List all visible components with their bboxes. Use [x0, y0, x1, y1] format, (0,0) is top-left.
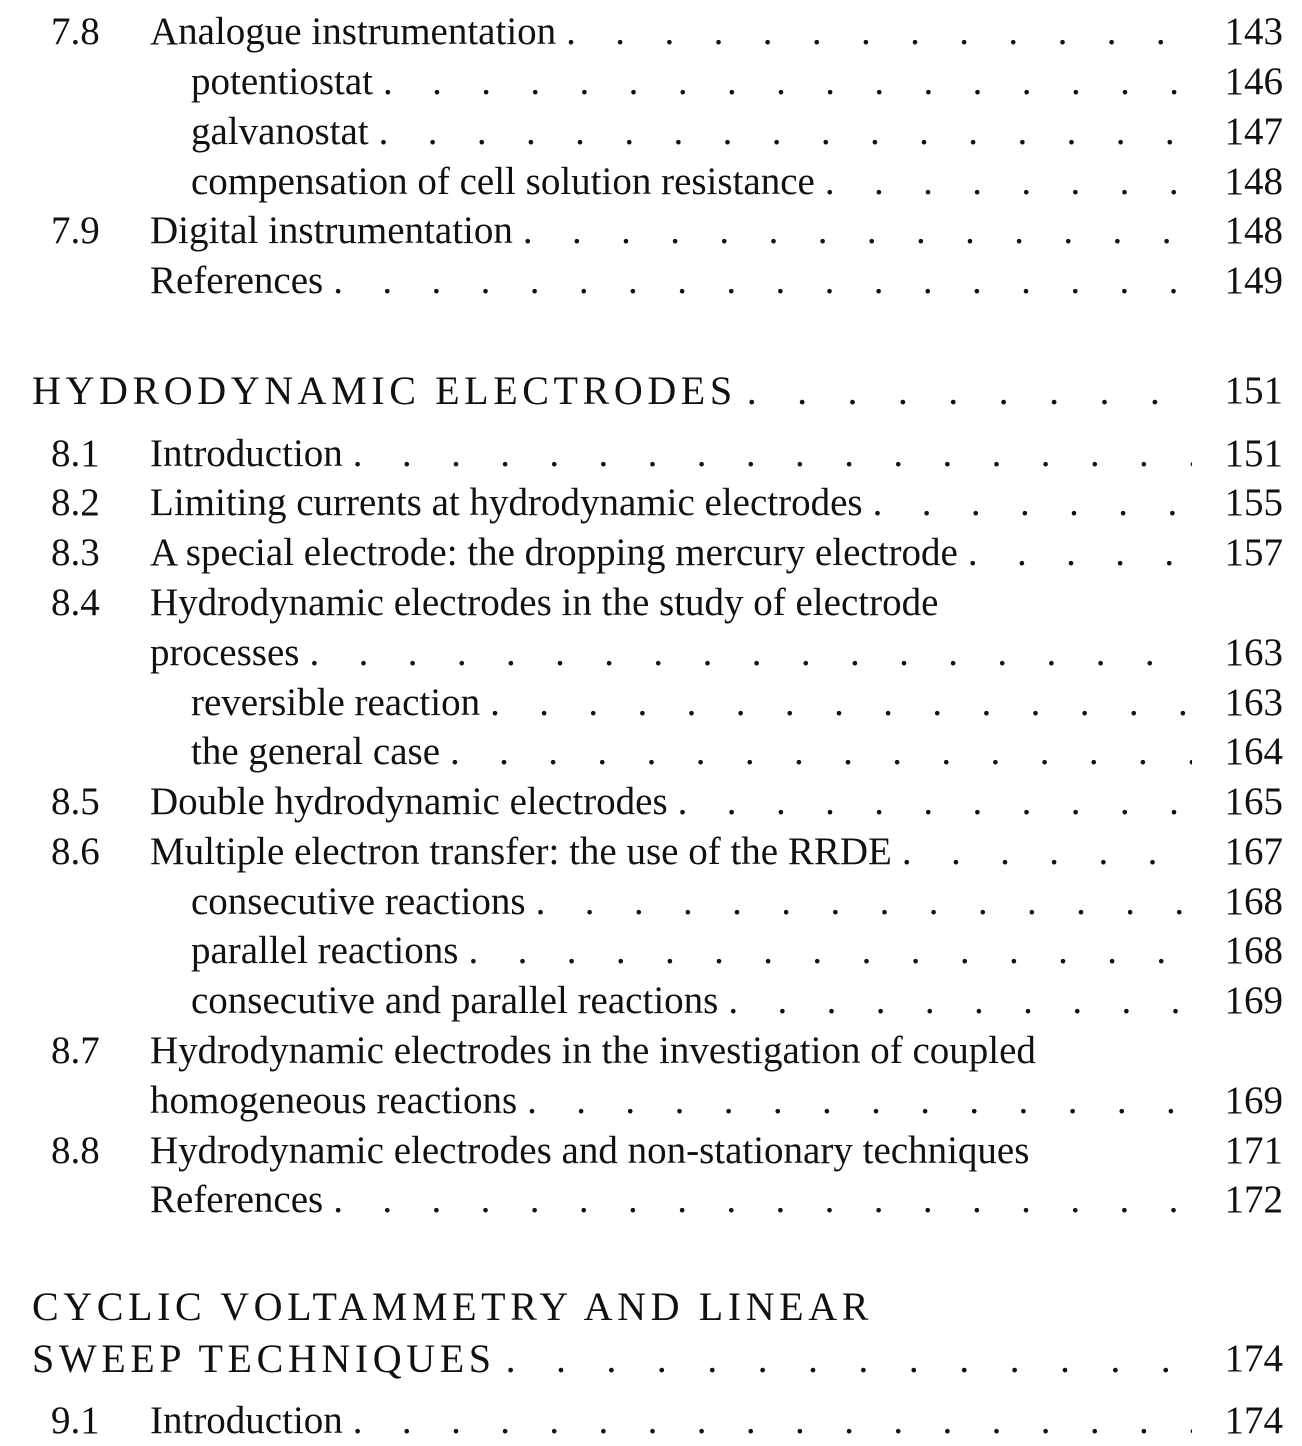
section-number: 8.5: [51, 780, 100, 823]
page-number: 146: [1224, 60, 1283, 103]
toc-entry-continuation: [0, 1076, 1302, 1126]
page-number: 151: [1224, 432, 1283, 475]
page-number: 165: [1224, 780, 1283, 823]
toc-entry-continuation: [0, 628, 1302, 678]
section-title: Hydrodynamic electrodes in the study of electrode: [150, 581, 939, 624]
page-number: 167: [1224, 830, 1283, 873]
subsection-title: consecutive and parallel reactions . . .: [191, 976, 1192, 1026]
section-title: Double hydrodynamic electrodes . . .: [150, 777, 1192, 827]
section-title: Digital instrumentation . . .: [150, 206, 1192, 256]
subsection-title: the general case . . .: [191, 727, 1192, 777]
page-number: 169: [1224, 1079, 1283, 1122]
references-title: References . . .: [150, 256, 1192, 306]
page-number: 163: [1224, 681, 1283, 724]
toc-entry: [0, 256, 1302, 306]
section-number: 8.7: [51, 1029, 100, 1072]
section-title-continuation: processes . . .: [150, 628, 1192, 678]
section-number: 7.8: [51, 10, 100, 53]
toc-entry: [0, 1396, 1302, 1446]
chapter-title-continuation: SWEEP TECHNIQUES . . .: [32, 1334, 1192, 1384]
subsection-title: potentiostat . . .: [191, 57, 1192, 107]
toc-entry: [0, 1175, 1302, 1225]
page-number: 168: [1224, 929, 1283, 972]
chapter-title: HYDRODYNAMIC ELECTRODES . . .: [32, 366, 1192, 416]
section-number: 7.9: [51, 209, 100, 252]
page-number: 148: [1224, 209, 1283, 252]
subsection-title: compensation of cell solution resistance . . .: [191, 157, 1192, 207]
page-number: 155: [1224, 481, 1283, 524]
toc-subentry: [0, 57, 1302, 107]
chapter-heading-continuation: [0, 1334, 1302, 1384]
toc-entry: [0, 478, 1302, 528]
toc-subentry: [0, 727, 1302, 777]
toc-subentry: [0, 678, 1302, 728]
subsection-title: reversible reaction . . .: [191, 678, 1192, 728]
page-number: 174: [1224, 1337, 1283, 1380]
subsection-title: parallel reactions . . .: [191, 926, 1192, 976]
toc-entry: [0, 206, 1302, 256]
section-title: Analogue instrumentation . . .: [150, 7, 1192, 57]
toc-entry: [0, 827, 1302, 877]
subsection-title: galvanostat . . .: [191, 107, 1192, 157]
page-number: 168: [1224, 880, 1283, 923]
section-title: Hydrodynamic electrodes in the investigation of coupled: [150, 1029, 1036, 1072]
page-number: 171: [1224, 1129, 1283, 1172]
section-title: A special electrode: the dropping mercury electrode . . .: [150, 528, 1192, 578]
chapter-title: CYCLIC VOLTAMMETRY AND LINEAR: [32, 1284, 873, 1329]
toc-entry: [0, 578, 1302, 628]
toc-subentry: [0, 157, 1302, 207]
section-number: 8.3: [51, 531, 100, 574]
page-number: 174: [1224, 1399, 1283, 1442]
page-number: 147: [1224, 110, 1283, 153]
chapter-heading: [0, 1282, 1302, 1332]
toc-subentry: [0, 877, 1302, 927]
section-number: 8.1: [51, 432, 100, 475]
toc-entry: [0, 1126, 1302, 1176]
page-number: 163: [1224, 631, 1283, 674]
references-title: References . . .: [150, 1175, 1192, 1225]
subsection-title: consecutive reactions . . .: [191, 877, 1192, 927]
section-title-continuation: homogeneous reactions . . .: [150, 1076, 1192, 1126]
toc-entry: [0, 7, 1302, 57]
chapter-heading: [0, 366, 1302, 416]
section-number: 8.6: [51, 830, 100, 873]
section-title: Introduction . . .: [150, 429, 1192, 479]
page-number: 148: [1224, 160, 1283, 203]
toc-subentry: [0, 107, 1302, 157]
page-number: 169: [1224, 979, 1283, 1022]
toc-entry: [0, 777, 1302, 827]
page-number: 164: [1224, 730, 1283, 773]
section-number: 8.4: [51, 581, 100, 624]
page-number: 157: [1224, 531, 1283, 574]
page-number: 149: [1224, 259, 1283, 302]
section-number: 8.8: [51, 1129, 100, 1172]
toc-entry: [0, 528, 1302, 578]
section-number: 9.1: [51, 1399, 100, 1442]
toc-entry: [0, 429, 1302, 479]
toc-subentry: [0, 926, 1302, 976]
section-title: Multiple electron transfer: the use of the RRDE . . .: [150, 827, 1192, 877]
section-number: 8.2: [51, 481, 100, 524]
toc-entry: [0, 1026, 1302, 1076]
section-title: Introduction . . .: [150, 1396, 1192, 1446]
toc-subentry: [0, 976, 1302, 1026]
page-number: 143: [1224, 10, 1283, 53]
page-number: 172: [1224, 1178, 1283, 1221]
section-title: Hydrodynamic electrodes and non-stationary techniques: [150, 1129, 1030, 1172]
section-title: Limiting currents at hydrodynamic electrodes . . .: [150, 478, 1192, 528]
page-number: 151: [1224, 369, 1283, 412]
